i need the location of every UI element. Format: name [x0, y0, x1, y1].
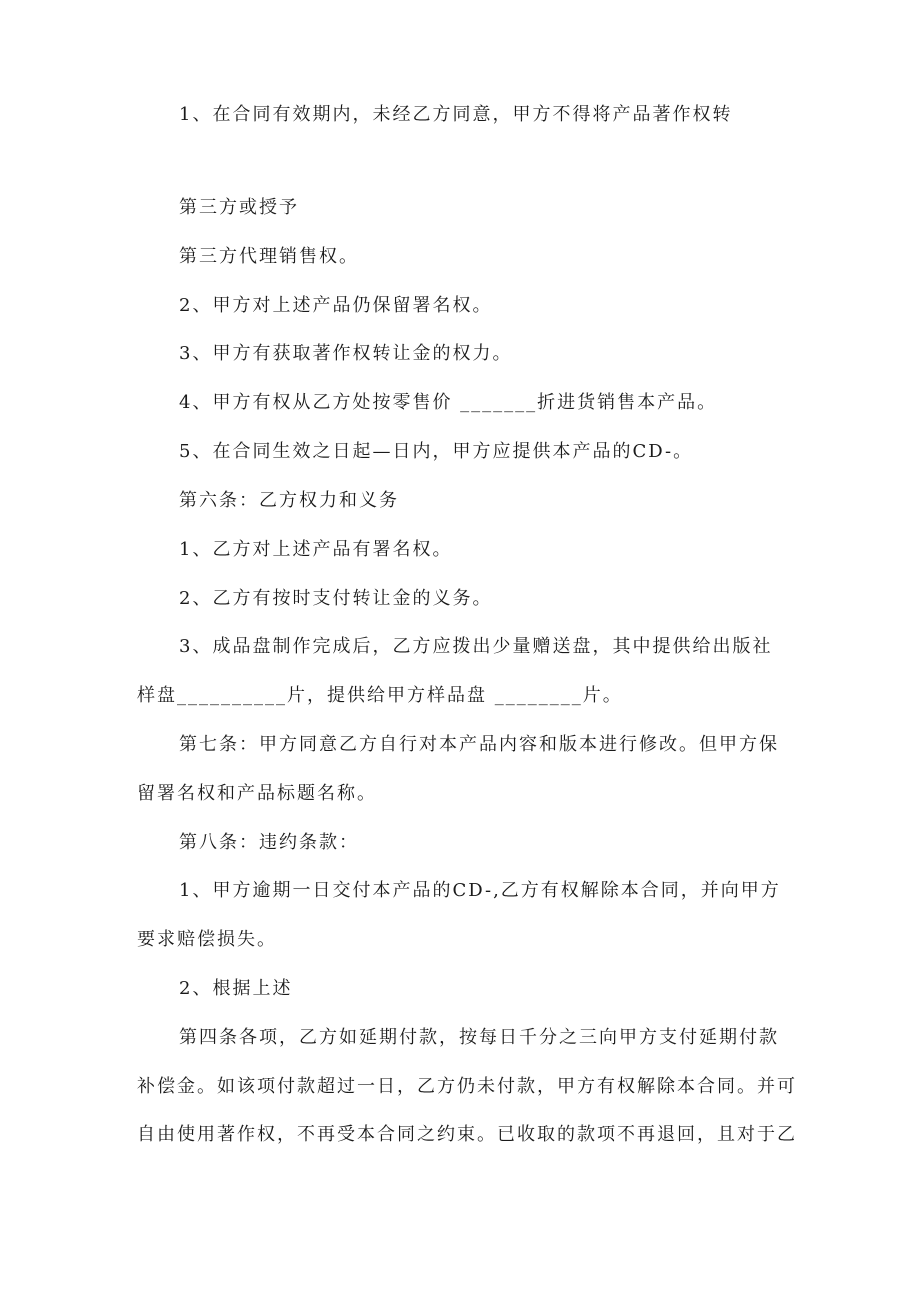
- clause-line-11: 3、成品盘制作完成后，乙方应拨出少量赠送盘，其中提供给出版社: [179, 636, 773, 657]
- clause-line-16: 1、甲方逾期一日交付本产品的CD-,乙方有权解除本合同，并向甲方: [179, 880, 781, 901]
- clause-line-3: 第三方代理销售权。: [179, 246, 359, 267]
- clause-line-7: 5、在合同生效之日起—日内，甲方应提供本产品的CD-。: [179, 441, 694, 462]
- clause-line-21: 自由使用著作权，不再受本合同之约束。已收取的款项不再退回，且对于乙: [137, 1124, 797, 1145]
- article-seven-line-2: 留署名权和产品标题名称。: [137, 783, 377, 804]
- clause-line-10: 2、乙方有按时支付转让金的义务。: [179, 588, 493, 609]
- clause-line-17: 要求赔偿损失。: [137, 929, 277, 950]
- clause-line-6: 4、甲方有权从乙方处按零售价 _______折进货销售本产品。: [179, 392, 718, 413]
- clause-line-12: 样盘__________片，提供给甲方样品盘 ________片。: [137, 685, 623, 706]
- article-seven-line-1: 第七条：甲方同意乙方自行对本产品内容和版本进行修改。但甲方保: [179, 734, 779, 755]
- clause-line-9: 1、乙方对上述产品有署名权。: [179, 539, 453, 560]
- clause-line-18: 2、根据上述: [179, 978, 293, 999]
- clause-line-4: 2、甲方对上述产品仍保留署名权。: [179, 295, 493, 316]
- clause-line-5: 3、甲方有获取著作权转让金的权力。: [179, 343, 513, 364]
- article-eight-heading: 第八条：违约条款：: [179, 832, 359, 853]
- clause-line-19: 第四条各项，乙方如延期付款，按每日千分之三向甲方支付延期付款: [179, 1027, 779, 1048]
- clause-line-2: 第三方或授予: [179, 197, 299, 218]
- clause-line-20: 补偿金。如该项付款超过一日，乙方仍未付款，甲方有权解除本合同。并可: [137, 1076, 797, 1097]
- article-six-heading: 第六条：乙方权力和义务: [179, 490, 399, 511]
- clause-line-1: 1、在合同有效期内，未经乙方同意，甲方不得将产品著作权转: [179, 104, 733, 125]
